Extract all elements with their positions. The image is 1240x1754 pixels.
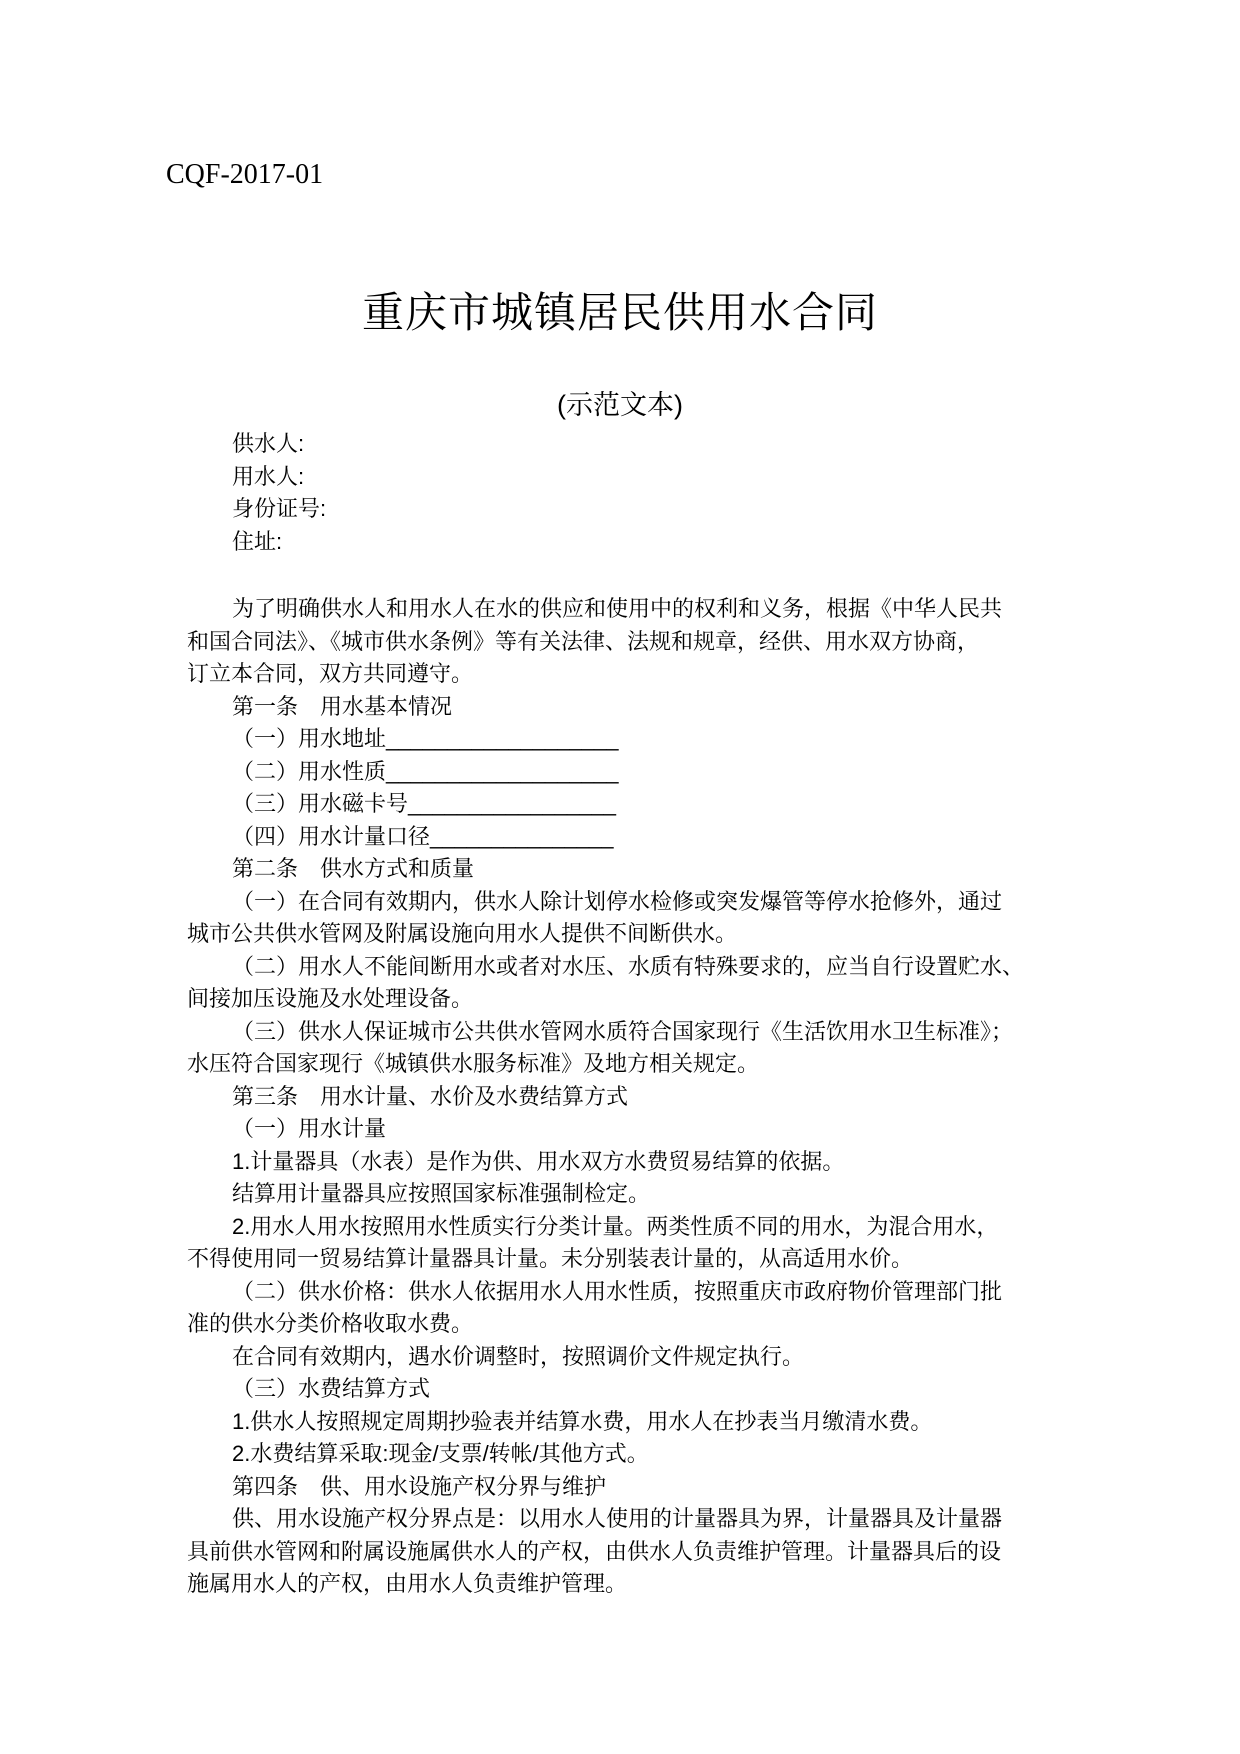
body-line: 第一条 用水基本情况: [232, 693, 453, 719]
body-line: 水压符合国家现行《城镇供水服务标准》及地方相关规定。: [187, 1051, 760, 1076]
body-line: （一）在合同有效期内，供水人除计划停水检修或突发爆管等停水抢修外，通过: [232, 888, 1003, 914]
party-field-label: 供水人:: [232, 431, 305, 456]
body-line: （二）供水价格：供水人依据用水人用水性质，按照重庆市政府物价管理部门批: [232, 1278, 1003, 1304]
body-line: 第四条 供、用水设施产权分界与维护: [232, 1473, 607, 1499]
body-line: 在合同有效期内，遇水价调整时，按照调价文件规定执行。: [232, 1343, 805, 1369]
body-line: 不得使用同一贸易结算计量器具计量。未分别装表计量的，从高适用水价。: [187, 1246, 914, 1271]
body-line: 和国合同法》、《城市供水条例》等有关法律、法规和规章，经供、用水双方协商，: [187, 628, 980, 654]
body-line: （三）用水磁卡号_________________: [232, 791, 617, 816]
body-line: 第二条 供水方式和质量: [232, 856, 475, 881]
document-subtitle: (示范文本): [557, 390, 683, 420]
body-line: 为了明确供水人和用水人在水的供应和使用中的权利和义务，根据《中华人民共: [232, 596, 1003, 621]
body-line: （二）用水人不能间断用水或者对水压、水质有特殊要求的，应当自行设置贮水、: [232, 953, 1025, 979]
doc-code: CQF-2017-01: [166, 159, 324, 190]
party-field-label: 住址:: [232, 528, 283, 554]
body-line: （二）用水性质___________________: [232, 758, 619, 784]
body-lines: [187, 593, 1053, 1601]
party-field-label: 身份证号:: [232, 496, 327, 521]
body-line: （一）用水地址___________________: [232, 726, 619, 751]
body-line: 具前供水管网和附属设施属供水人的产权，由供水人负责维护管理。计量器具后的设: [187, 1538, 1002, 1564]
body-line: （三）水费结算方式: [232, 1376, 431, 1401]
document-title: 重庆市城镇居民供用水合同: [361, 289, 878, 336]
body-line: （一）用水计量: [232, 1116, 387, 1141]
body-line: 准的供水分类价格收取水费。: [187, 1311, 474, 1336]
body-line: 2.水费结算采取:现金/支票/转帐/其他方式。: [232, 1441, 649, 1466]
body-line: （四）用水计量口径_______________: [232, 823, 614, 849]
body-line: 施属用水人的产权，由用水人负责维护管理。: [187, 1571, 628, 1596]
body-line: 间接加压设施及水处理设备。: [187, 986, 474, 1011]
party-fields: [187, 428, 1053, 558]
body-line: 订立本合同，双方共同遵守。: [187, 661, 474, 686]
body-line: 供、用水设施产权分界点是：以用水人使用的计量器具为界，计量器具及计量器: [232, 1506, 1003, 1531]
body-line: （三）供水人保证城市公共供水管网水质符合国家现行《生活饮用水卫生标准》；: [232, 1018, 1014, 1044]
body-line: 第三条 用水计量、水价及水费结算方式: [232, 1083, 629, 1109]
body-line: 1.供水人按照规定周期抄验表并结算水费，用水人在抄表当月缴清水费。: [232, 1408, 933, 1434]
party-field-label: 用水人:: [232, 463, 305, 489]
body-line: 城市公共供水管网及附属设施向用水人提供不间断供水。: [187, 921, 738, 946]
body-line: 2.用水人用水按照用水性质实行分类计量。两类性质不同的用水，为混合用水，: [232, 1213, 999, 1239]
body-line: 结算用计量器具应按照国家标准强制检定。: [232, 1181, 651, 1206]
body-line: 1.计量器具（水表）是作为供、用水双方水费贸易结算的依据。: [232, 1148, 845, 1174]
